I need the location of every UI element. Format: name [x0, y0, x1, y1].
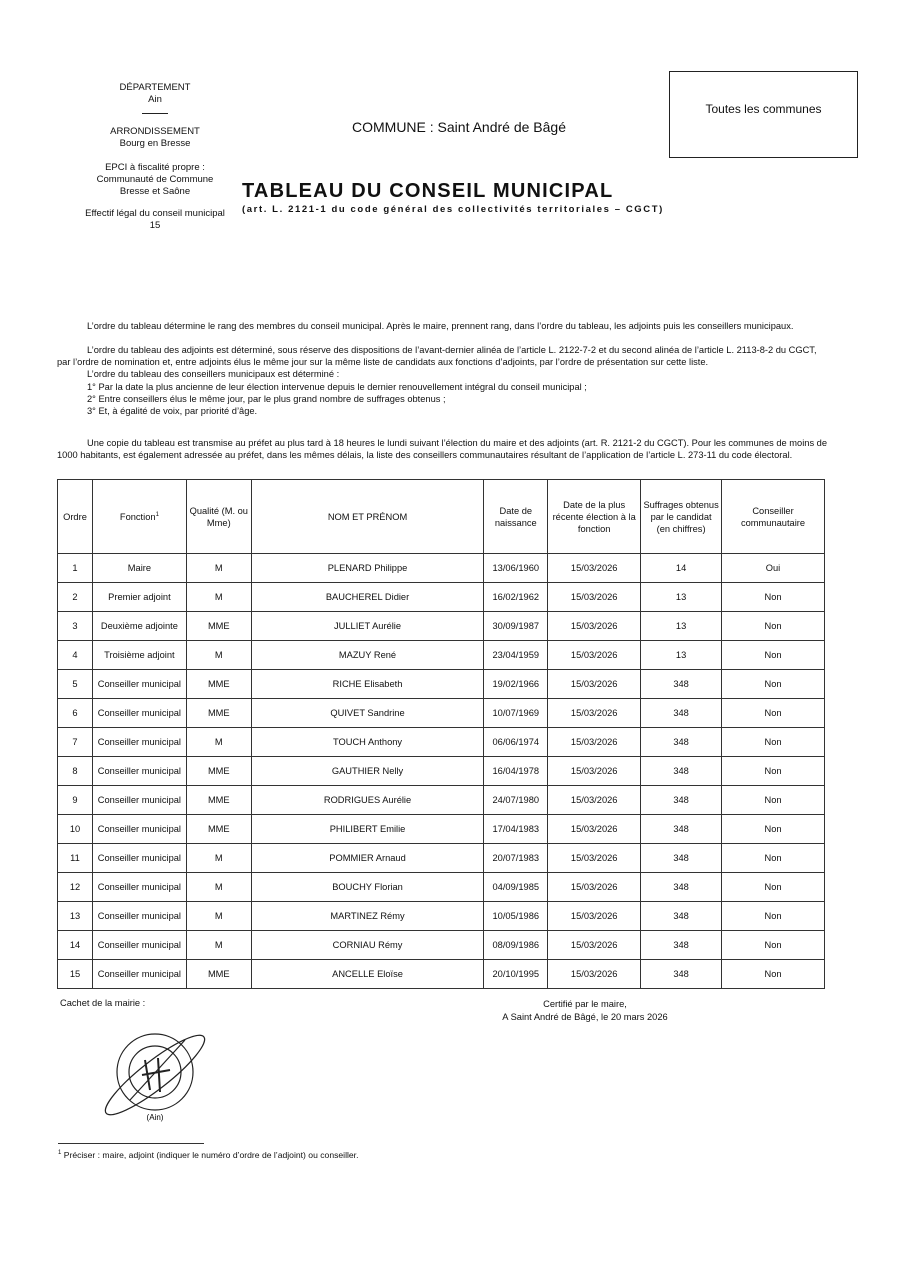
cell-election: 15/03/2026 — [548, 583, 641, 612]
cell-naissance: 16/02/1962 — [484, 583, 548, 612]
cell-naissance: 19/02/1966 — [484, 670, 548, 699]
rules-paragraphs — [57, 344, 827, 417]
cell-communautaire: Non — [722, 583, 825, 612]
certifie-text: Certifié par le maire, — [543, 999, 627, 1009]
cell-communautaire: Non — [722, 902, 825, 931]
cell-suffrages: 348 — [641, 728, 722, 757]
cell-ordre: 6 — [58, 699, 93, 728]
cell-election: 15/03/2026 — [548, 873, 641, 902]
cell-fonction: Conseiller municipal — [92, 960, 186, 989]
cell-suffrages: 348 — [641, 815, 722, 844]
cell-ordre: 12 — [58, 873, 93, 902]
table-row — [58, 931, 825, 960]
cell-suffrages: 13 — [641, 583, 722, 612]
cell-ordre: 9 — [58, 786, 93, 815]
cell-communautaire: Non — [722, 931, 825, 960]
cell-ordre: 10 — [58, 815, 93, 844]
paragraph-4: Une copie du tableau est transmise au préfet au plus tard à 18 heures le lundi suivant l’élection du maire et des adjoints (art. R. 2121-2 du CGCT). Pour les communes de moins de 1000 habitants, est également adressée au préfet, dans les mêmes délais, la liste des conseillers communautaires résultant de l’application de l’article L. 273-11 du code électoral. — [57, 438, 828, 461]
cell-ordre: 4 — [58, 641, 93, 670]
table-row — [58, 641, 825, 670]
page-title: TABLEAU DU CONSEIL MUNICIPAL — [242, 180, 614, 202]
cell-qualite: M — [186, 902, 251, 931]
table-header — [58, 480, 825, 554]
footnote-ref: 1 — [155, 512, 159, 519]
epci-line1: Communauté de Commune — [96, 174, 214, 185]
cell-communautaire: Non — [722, 815, 825, 844]
cell-nom: MAZUY René — [251, 641, 484, 670]
table-row — [58, 873, 825, 902]
cell-ordre: 2 — [58, 583, 93, 612]
header-election: Date de la plus récente élection à la fonction — [548, 480, 641, 554]
paragraph-1: L’ordre du tableau détermine le rang des membres du conseil municipal. Après le maire, prennent rang, dans l’ordre du tableau, les adjoints puis les conseillers municipaux. — [87, 321, 794, 331]
cell-nom: RODRIGUES Aurélie — [251, 786, 484, 815]
intro-paragraph — [57, 320, 827, 332]
cell-ordre: 13 — [58, 902, 93, 931]
cell-suffrages: 348 — [641, 786, 722, 815]
cell-election: 15/03/2026 — [548, 844, 641, 873]
cell-qualite: MME — [186, 757, 251, 786]
paragraph-3: L’ordre du tableau des conseillers municipaux est déterminé : — [87, 369, 340, 380]
cell-fonction: Premier adjoint — [92, 583, 186, 612]
table-row — [58, 670, 825, 699]
cell-ordre: 14 — [58, 931, 93, 960]
cell-communautaire: Non — [722, 641, 825, 670]
table-row — [58, 554, 825, 583]
cell-fonction: Conseiller municipal — [92, 873, 186, 902]
cell-election: 15/03/2026 — [548, 757, 641, 786]
cell-communautaire: Non — [722, 844, 825, 873]
paragraph-2: L’ordre du tableau des adjoints est déterminé, sous réserve des dispositions de l’avant-dernier alinéa de l’article L. 2122-7-2 et du second alinéa de l’article L. 2113-8-2 du CGCT, par l’ordre de nomination et, entre adjoints élus le même jour sur la même liste de candidats aux fonctions d’adjoints, par l’ordre de présentation sur cette liste. — [57, 345, 817, 368]
cell-qualite: MME — [186, 670, 251, 699]
cell-election: 15/03/2026 — [548, 815, 641, 844]
cell-communautaire: Oui — [722, 554, 825, 583]
cell-fonction: Conseiller municipal — [92, 931, 186, 960]
cell-ordre: 5 — [58, 670, 93, 699]
cell-nom: JULLIET Aurélie — [251, 612, 484, 641]
cell-fonction: Conseiller municipal — [92, 670, 186, 699]
header-suffrages: Suffrages obtenus par le candidat (en chiffres) — [641, 480, 722, 554]
cell-naissance: 23/04/1959 — [484, 641, 548, 670]
cell-suffrages: 13 — [641, 612, 722, 641]
cell-fonction: Conseiller municipal — [92, 902, 186, 931]
cell-suffrages: 348 — [641, 902, 722, 931]
cell-suffrages: 348 — [641, 873, 722, 902]
rule-2: 2° Entre conseillers élus le même jour, par le plus grand nombre de suffrages obtenus ; — [87, 393, 446, 404]
arrondissement: Bourg en Bresse — [119, 138, 191, 149]
cell-fonction: Conseiller municipal — [92, 786, 186, 815]
departement-label: DÉPARTEMENT — [119, 82, 191, 93]
cell-suffrages: 348 — [641, 844, 722, 873]
cell-communautaire: Non — [722, 612, 825, 641]
divider — [142, 113, 168, 114]
table-row — [58, 786, 825, 815]
cell-qualite: M — [186, 554, 251, 583]
footnote-divider — [58, 1143, 204, 1144]
cell-naissance: 16/04/1978 — [484, 757, 548, 786]
cell-election: 15/03/2026 — [548, 641, 641, 670]
cell-naissance: 20/10/1995 — [484, 960, 548, 989]
cell-nom: GAUTHIER Nelly — [251, 757, 484, 786]
header-qualite: Qualité (M. ou Mme) — [186, 480, 251, 554]
rule-3: 3° Et, à égalité de voix, par priorité d’âge. — [87, 406, 258, 417]
stamp-icon — [100, 1020, 210, 1130]
effectif-label: Effectif légal du conseil municipal — [85, 208, 225, 219]
cell-naissance: 10/05/1986 — [484, 902, 548, 931]
cell-qualite: M — [186, 873, 251, 902]
cell-election: 15/03/2026 — [548, 786, 641, 815]
cell-qualite: MME — [186, 786, 251, 815]
cell-ordre: 15 — [58, 960, 93, 989]
cell-naissance: 04/09/1985 — [484, 873, 548, 902]
rule-1: 1° Par la date la plus ancienne de leur élection intervenue depuis le dernier renouvellement intégral du conseil municipal ; — [87, 381, 587, 392]
table-row — [58, 612, 825, 641]
cell-naissance: 17/04/1983 — [484, 815, 548, 844]
cell-suffrages: 348 — [641, 670, 722, 699]
header-fonction — [92, 480, 186, 554]
cell-communautaire: Non — [722, 699, 825, 728]
cell-election: 15/03/2026 — [548, 554, 641, 583]
table-row — [58, 699, 825, 728]
transmission-paragraph — [57, 437, 827, 461]
cell-nom: TOUCH Anthony — [251, 728, 484, 757]
table-row — [58, 960, 825, 989]
cell-nom: BAUCHEREL Didier — [251, 583, 484, 612]
cell-election: 15/03/2026 — [548, 960, 641, 989]
communes-box: Toutes les communes — [669, 71, 858, 158]
header-naissance: Date de naissance — [484, 480, 548, 554]
cell-naissance: 06/06/1974 — [484, 728, 548, 757]
table-row — [58, 583, 825, 612]
cell-qualite: M — [186, 931, 251, 960]
footnote-mark: 1 — [58, 1150, 62, 1157]
header-nom: NOM ET PRÉNOM — [251, 480, 484, 554]
cell-nom: POMMIER Arnaud — [251, 844, 484, 873]
cell-election: 15/03/2026 — [548, 612, 641, 641]
cachet-label: Cachet de la mairie : — [60, 998, 146, 1008]
effectif: 15 — [149, 220, 161, 231]
cell-naissance: 13/06/1960 — [484, 554, 548, 583]
cell-fonction: Troisième adjoint — [92, 641, 186, 670]
footnote-text: Préciser : maire, adjoint (indiquer le numéro d’ordre de l’adjoint) ou conseiller. — [61, 1150, 359, 1160]
table-row — [58, 728, 825, 757]
cell-election: 15/03/2026 — [548, 670, 641, 699]
cell-communautaire: Non — [722, 728, 825, 757]
cell-fonction: Maire — [92, 554, 186, 583]
svg-text:(Ain): (Ain) — [146, 1113, 164, 1122]
page-subtitle: (art. L. 2121-1 du code général des collectivités territoriales – CGCT) — [242, 204, 664, 215]
table-row — [58, 815, 825, 844]
table-row — [58, 757, 825, 786]
arrondissement-label: ARRONDISSEMENT — [110, 126, 200, 137]
cell-qualite: M — [186, 583, 251, 612]
cell-ordre: 11 — [58, 844, 93, 873]
cell-nom: MARTINEZ Rémy — [251, 902, 484, 931]
cell-fonction: Deuxième adjointe — [92, 612, 186, 641]
cell-qualite: MME — [186, 612, 251, 641]
cell-qualite: M — [186, 641, 251, 670]
cell-suffrages: 348 — [641, 931, 722, 960]
cell-ordre: 8 — [58, 757, 93, 786]
cell-ordre: 1 — [58, 554, 93, 583]
cell-naissance: 10/07/1969 — [484, 699, 548, 728]
table-row — [58, 902, 825, 931]
cell-communautaire: Non — [722, 670, 825, 699]
header-ordre: Ordre — [58, 480, 93, 554]
epci-label: EPCI à fiscalité propre : — [105, 162, 205, 173]
footnote — [58, 1150, 358, 1160]
cell-naissance: 20/07/1983 — [484, 844, 548, 873]
cell-nom: RICHE Elisabeth — [251, 670, 484, 699]
administrative-info — [60, 82, 250, 239]
certification — [440, 998, 730, 1023]
cell-nom: BOUCHY Florian — [251, 873, 484, 902]
header-fonction-label: Fonction — [119, 512, 156, 523]
cell-suffrages: 348 — [641, 960, 722, 989]
cell-fonction: Conseiller municipal — [92, 815, 186, 844]
cell-communautaire: Non — [722, 873, 825, 902]
cell-ordre: 3 — [58, 612, 93, 641]
cell-nom: PLENARD Philippe — [251, 554, 484, 583]
cell-qualite: MME — [186, 815, 251, 844]
cell-suffrages: 348 — [641, 757, 722, 786]
cell-fonction: Conseiller municipal — [92, 699, 186, 728]
table-body — [58, 554, 825, 989]
cell-nom: QUIVET Sandrine — [251, 699, 484, 728]
cell-election: 15/03/2026 — [548, 728, 641, 757]
cell-election: 15/03/2026 — [548, 902, 641, 931]
cell-qualite: M — [186, 728, 251, 757]
cell-communautaire: Non — [722, 960, 825, 989]
cell-qualite: MME — [186, 699, 251, 728]
table-row — [58, 844, 825, 873]
cell-suffrages: 348 — [641, 699, 722, 728]
mairie-stamp — [100, 1020, 210, 1135]
place-date: A Saint André de Bâgé, le 20 mars 2026 — [502, 1011, 668, 1022]
cell-naissance: 30/09/1987 — [484, 612, 548, 641]
departement: Ain — [148, 94, 162, 105]
cell-election: 15/03/2026 — [548, 931, 641, 960]
cell-communautaire: Non — [722, 786, 825, 815]
cell-qualite: MME — [186, 960, 251, 989]
council-table — [57, 479, 825, 989]
cell-election: 15/03/2026 — [548, 699, 641, 728]
cell-qualite: M — [186, 844, 251, 873]
cell-naissance: 24/07/1980 — [484, 786, 548, 815]
cell-ordre: 7 — [58, 728, 93, 757]
cell-nom: PHILIBERT Emilie — [251, 815, 484, 844]
epci-line2: Bresse et Saône — [119, 186, 191, 197]
header-communautaire: Conseiller communautaire — [722, 480, 825, 554]
cell-fonction: Conseiller municipal — [92, 728, 186, 757]
cell-fonction: Conseiller municipal — [92, 844, 186, 873]
cell-suffrages: 13 — [641, 641, 722, 670]
cell-suffrages: 14 — [641, 554, 722, 583]
commune-name: COMMUNE : Saint André de Bâgé — [352, 119, 566, 135]
cell-communautaire: Non — [722, 757, 825, 786]
cell-nom: CORNIAU Rémy — [251, 931, 484, 960]
cell-naissance: 08/09/1986 — [484, 931, 548, 960]
cell-nom: ANCELLE Eloïse — [251, 960, 484, 989]
cell-fonction: Conseiller municipal — [92, 757, 186, 786]
